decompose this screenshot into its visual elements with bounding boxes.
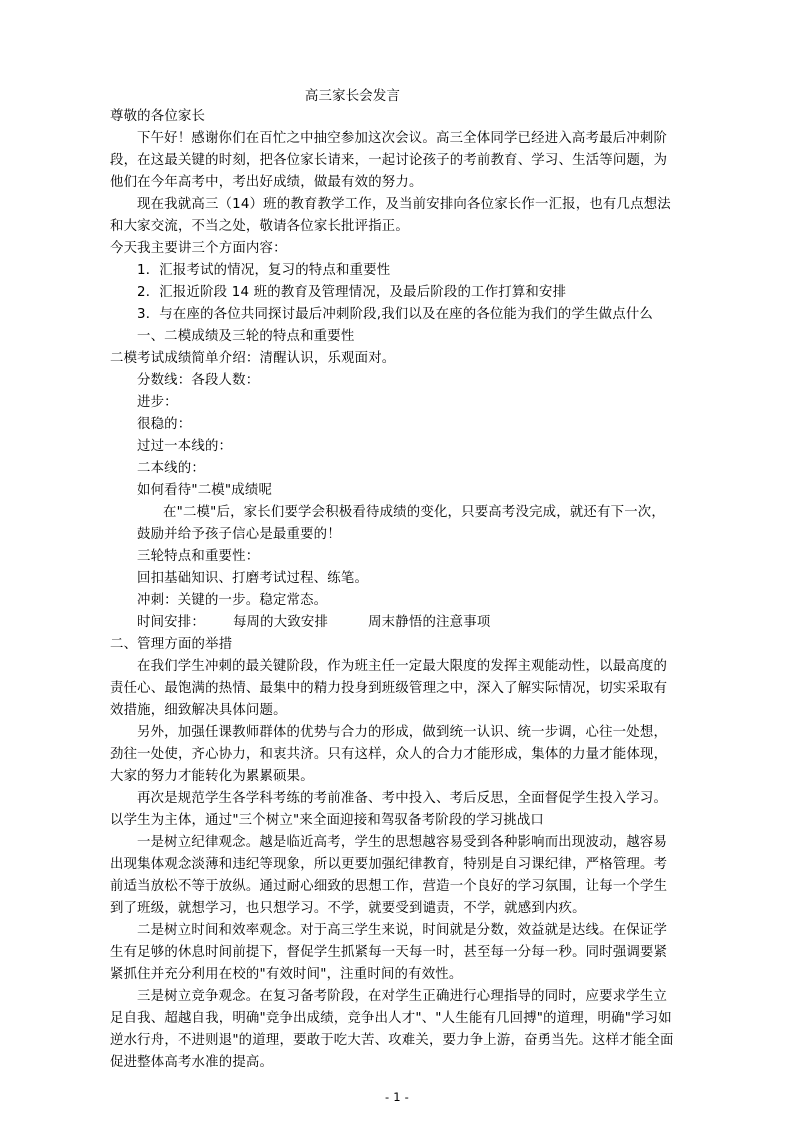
round-3-body: 回扣基础知识、打磨考试过程、练笔。 [137,571,369,586]
management-paragraph-2-line-2: 劲往一处使，齐心协力，和衷共济。只有这样，众人的合力才能形成，集体的力量才能体现， [110,747,668,762]
discipline-line-4: 到了班级，就想学习，也只想学习。不学，就要受到谴责，不学，就感到内疚。 [110,901,586,916]
greeting: 尊敬的各位家长 [110,109,206,124]
section-2-heading: 二、管理方面的举措 [110,637,233,652]
schedule-item-weekly: 每周的大致安排 [232,615,329,630]
tier-2-label: 二本线的： [137,461,205,476]
schedule-line [137,612,690,634]
management-paragraph-3-line-2: 以学生为主体，通过"三个树立"来全面迎接和驾驭备考阶段的学习挑战口 [110,813,545,828]
discipline-line-2: 出现集体观念淡薄和违纪等现象，所以更要加强纪律教育，特别是自习课纪律，严格管理。考 [110,857,668,872]
intro-paragraph-2-line-2: 和大家交流，不当之处，敬请各位家长批评指正。 [110,219,409,234]
competition-line-4: 促进整体高考水准的提高。 [110,1055,274,1070]
management-paragraph-1-line-2: 责任心、最饱满的热情、最集中的精力投身到班级管理之中，深入了解实际情况，切实采取有 [110,681,668,696]
progress-label: 进步： [137,395,178,410]
sprint-line: 冲刺：关键的一步。稳定常态。 [137,593,328,608]
document-title: 高三家长会发言 [304,89,401,104]
schedule-label: 时间安排： [137,615,205,630]
stable-label: 很稳的： [137,417,192,432]
intro-paragraph-1-line-2: 段，在这最关键的时刻，把各位家长请来，一起讨论孩子的考前教育、学习、生活等问题，为 [110,153,668,168]
discipline-line-3: 前适当放松不等于放纵。通过耐心细致的思想工作，营造一个良好的学习氛围，让每一个学生 [110,879,668,894]
management-paragraph-2-line-1: 另外，加强任课教师群体的优势与合力的形成，做到统一认识、统一步调，心往一处想， [137,725,668,740]
topics-intro: 今天我主要讲三个方面内容： [110,241,287,256]
competition-line-2: 足自我、超越自我，明确"竞争出成绩，竞争出人才"、"人生能有几回搏"的道理，明确"学习如 [110,1011,672,1026]
management-paragraph-1-line-1: 在我们学生冲刺的最关键阶段，作为班主任一定最大限度的发挥主观能动性，以最高度的 [137,659,668,674]
after-mock-line-1: 在"二模"后，家长们要学会积极看待成绩的变化，只要高考没完成，就还有下一次， [163,505,665,520]
after-mock-line-2: 鼓励并给予孩子信心是最重要的！ [137,527,341,542]
intro-paragraph-1-line-3: 他们在今年高考中，考出好成绩，做最有效的努力。 [110,175,423,190]
time-efficiency-line-3: 紧抓住并充分利用在校的"有效时间"，注重时间的有效性。 [110,967,463,982]
how-view-heading: 如何看待"二模"成绩呢 [137,483,273,498]
competition-line-3: 逆水行舟，不进则退"的道理，要敢于吃大苦、攻难关，要力争上游，奋勇当先。这样才能全面 [110,1033,674,1048]
topic-item-2: 2．汇报近阶段 14 班的教育及管理情况，及最后阶段的工作打算和安排 [137,285,567,300]
tier-1-label: 过过一本线的： [137,439,233,454]
management-paragraph-1-line-3: 效措施，细致解决具体问题。 [110,703,287,718]
schedule-item-weekend: 周末静悟的注意事项 [368,615,491,630]
time-efficiency-line-1: 二是树立时间和效率观念。对于高三学生来说，时间就是分数，效益就是达线。在保证学 [137,923,668,938]
management-paragraph-3-line-1: 再次是规范学生各学科考练的考前准备、考中投入、考后反思，全面督促学生投入学习。 [137,791,668,806]
topic-item-1: 1．汇报考试的情况，复习的特点和重要性 [137,263,391,278]
exam-intro: 二模考试成绩简单介绍：清醒认识，乐观面对。 [110,351,396,366]
intro-paragraph-2-line-1: 现在我就高三（14）班的教育教学工作，及当前安排向各位家长作一汇报，也有几点想法 [137,197,671,212]
page-number: - 1 - [385,1090,409,1104]
topic-item-3: 3．与在座的各位共同探讨最后冲刺阶段,我们以及在座的各位能为我们的学生做点什么 [137,307,654,322]
management-paragraph-2-line-3: 大家的努力才能转化为累累硕果。 [110,769,314,784]
discipline-line-1: 一是树立纪律观念。越是临近高考，学生的思想越容易受到各种影响而出现波动，越容易 [137,835,668,850]
competition-line-1: 三是树立竞争观念。在复习备考阶段，在对学生正确进行心理指导的同时，应要求学生立 [137,989,668,1004]
score-line: 分数线：各段人数： [137,373,260,388]
round-3-heading: 三轮特点和重要性： [137,549,260,564]
intro-paragraph-1-line-1: 下午好！感谢你们在百忙之中抽空参加这次会议。高三全体同学已经进入高考最后冲刺阶 [137,131,668,146]
time-efficiency-line-2: 生有足够的休息时间前提下，督促学生抓紧每一天每一时，甚至每一分每一秒。同时强调要紧 [110,945,668,960]
section-1-heading: 一、二模成绩及三轮的特点和重要性 [137,329,355,344]
